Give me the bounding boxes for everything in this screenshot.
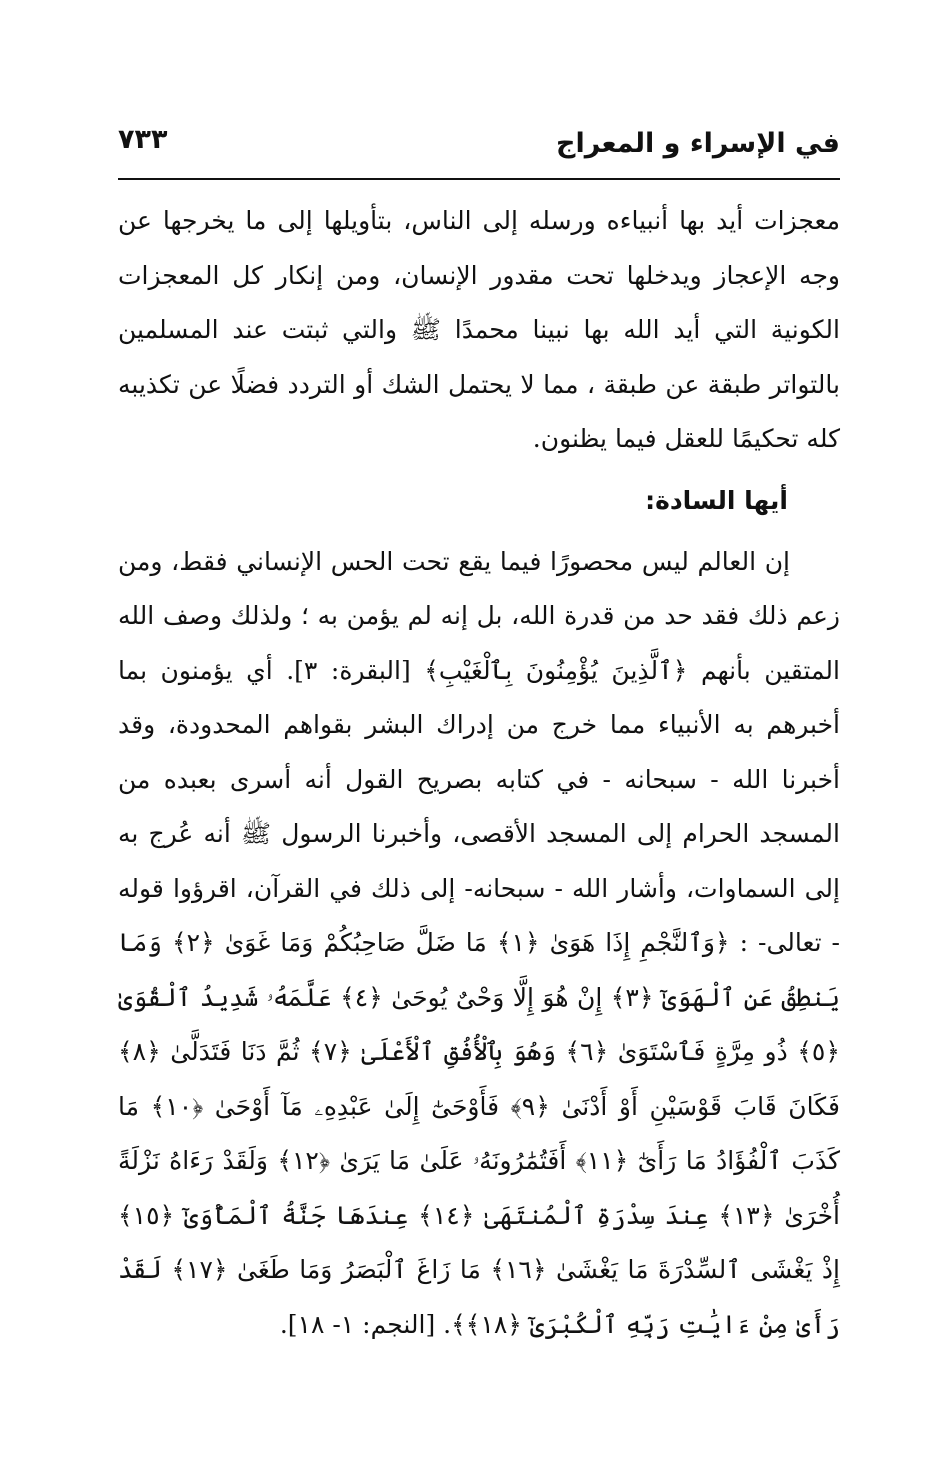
- section-heading: أيها السادة:: [645, 485, 788, 515]
- running-title: في الإسراء و المعراج: [556, 128, 840, 159]
- paragraph-intro: معجزات أيد بها أنبياءه ورسله إلى الناس، بتأويلها إلى ما يخرجها عن وجه الإعجاز ويدخلها تحت مقدور الإنسان، ومن إنكار كل المعجزات الكونية التي أيد الله بها نبينا محمدًا ﷺ والتي ثبتت عند المسلمين بالتواتر طبقة عن طبقة ، مما لا يحتمل الشك أو التردد فضلًا عن تكذيبه كله تحكيمًا للعقل فيما يظنون.: [118, 206, 840, 453]
- page-body: [118, 194, 840, 1352]
- page-header: [118, 118, 840, 180]
- header-divider: [118, 178, 840, 180]
- page-number: ٧٣٣: [118, 124, 168, 155]
- paragraph-main: إن العالم ليس محصورًا فيما يقع تحت الحس الإنساني فقط، ومن زعم ذلك فقد حد من قدرة الله، بل إنه لم يؤمن به ؛ ولذلك وصف الله المتقين بأنهم ﴿ٱلَّذِينَ يُؤْمِنُونَ بِٱلْغَيْبِ﴾ [البقرة: ٣]. أي يؤمنون بما أخبرهم به الأنبياء مما خرج من إدراك البشر بقواهم المحدودة، وقد أخبرنا الله - سبحانه - في كتابه بصريح القول أنه أسرى بعبده من المسجد الحرام إلى المسجد الأقصى، وأخبرنا الرسول ﷺ أنه عُرج به إلى السماوات، وأشار الله - سبحانه- إلى ذلك في القرآن، اقرؤوا قوله - تعالى- : ﴿وَٱلنَّجْمِ إِذَا هَوَىٰ ﴿١﴾ مَا ضَلَّ صَاحِبُكُمْ وَمَا غَوَىٰ ﴿٢﴾ وَمَا يَنطِقُ عَنِ ٱلْهَوَىٰٓ ﴿٣﴾ إِنْ هُوَ إِلَّا وَحْىٌ يُوحَىٰ ﴿٤﴾ عَلَّمَهُۥ شَدِيدُ ٱلْقُوَىٰ ﴿٥﴾ ذُو مِرَّةٍ فَٱسْتَوَىٰ ﴿٦﴾ وَهُوَ بِٱلْأُفُقِ ٱلْأَعْلَىٰ ﴿٧﴾ ثُمَّ دَنَا فَتَدَلَّىٰ ﴿٨﴾ فَكَانَ قَابَ قَوْسَيْنِ أَوْ أَدْنَىٰ ﴿٩﴾ فَأَوْحَىٰٓ إِلَىٰ عَبْدِهِۦ مَآ أَوْحَىٰ ﴿١٠﴾ مَا كَذَبَ ٱلْفُؤَادُ مَا رَأَىٰٓ ﴿١١﴾ أَفَتُمَٰرُونَهُۥ عَلَىٰ مَا يَرَىٰ ﴿١٢﴾ وَلَقَدْ رَءَاهُ نَزْلَةً أُخْرَىٰ ﴿١٣﴾ عِندَ سِدْرَةِ ٱلْمُنتَهَىٰ ﴿١٤﴾ عِندَهَا جَنَّةُ ٱلْمَأْوَىٰٓ ﴿١٥﴾ إِذْ يَغْشَى ٱلسِّدْرَةَ مَا يَغْشَىٰ ﴿١٦﴾ مَا زَاغَ ٱلْبَصَرُ وَمَا طَغَىٰ ﴿١٧﴾ لَقَدْ رَأَىٰ مِنْ ءَايَٰتِ رَبِّهِ ٱلْكُبْرَىٰٓ ﴿١٨﴾﴾. [النجم: ١- ١٨].: [118, 546, 841, 1339]
